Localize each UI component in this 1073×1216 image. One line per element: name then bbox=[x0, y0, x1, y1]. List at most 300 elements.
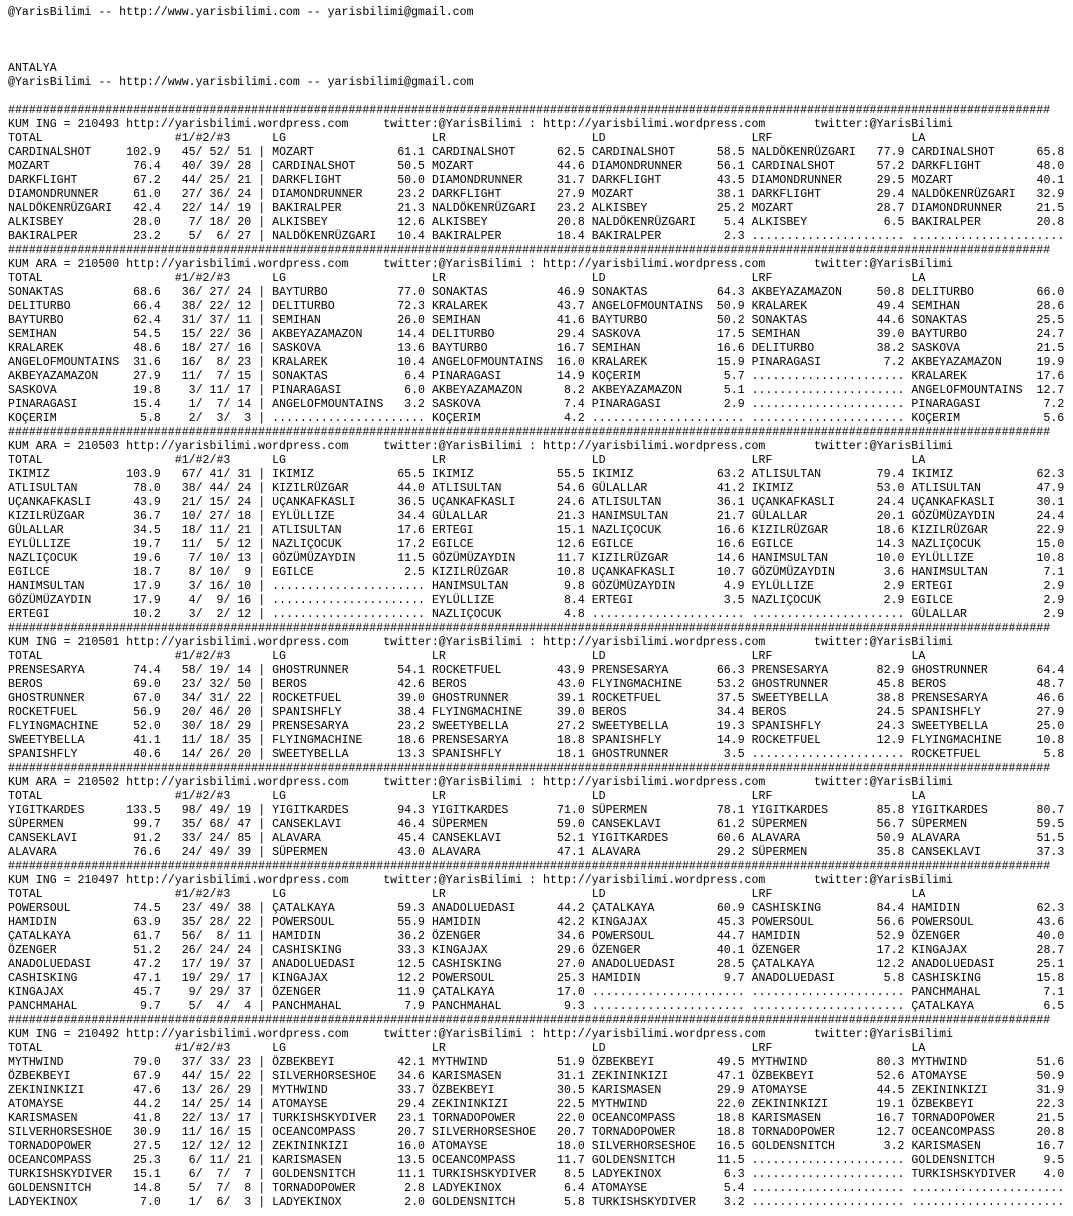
lr-score: 51.9 bbox=[550, 1056, 585, 1069]
lr-score: 18.4 bbox=[550, 230, 585, 243]
place-3: 12 bbox=[230, 608, 252, 621]
table-row: DIAMONDRUNNER 61.0 27/ 36/ 24 | DIAMONDRUNNER 23.2 DARKFLIGHT 27.9 MOZART 38.1 DARKFLIGHT 29.4 NALDÖKENRÜZGARI 32.9 bbox=[8, 188, 1065, 201]
header-la: LA bbox=[911, 272, 926, 285]
lr-name: MOZART bbox=[431, 160, 544, 173]
place-2: 29 bbox=[202, 972, 224, 985]
ld-score: 14.9 bbox=[709, 734, 745, 747]
la-name: KOÇERIM bbox=[911, 412, 1023, 425]
lr-score: 30.5 bbox=[550, 1084, 585, 1097]
lg-score: 14.4 bbox=[390, 328, 425, 341]
place-3: 11 bbox=[230, 314, 252, 327]
blog-link: http://yarisbilimi.wordpress.com bbox=[126, 776, 349, 789]
column-header-line bbox=[8, 132, 1064, 146]
table-row: IKIMIZ 103.9 67/ 41/ 31 | IKIMIZ 65.5 IKIMIZ 55.5 IKIMIZ 63.2 ATLISULTAN 79.4 IKIMIZ 62.3 bbox=[8, 468, 1065, 481]
lg-name: GÖZÜMÜZAYDIN bbox=[272, 552, 384, 565]
horse-name: GHOSTRUNNER bbox=[8, 692, 120, 705]
horse-name: EYLÜLLIZE bbox=[8, 538, 120, 551]
la-name: SÜPERMEN bbox=[911, 818, 1023, 831]
table-row: CANSEKLAVI 91.2 33/ 24/ 85 | ALAVARA 45.4 CANSEKLAVI 52.1 YIGITKARDES 60.6 ALAVARA 50.9 ALAVARA 51.5 bbox=[8, 832, 1065, 845]
horse-name: BEROS bbox=[8, 678, 120, 691]
ld-name: KINGAJAX bbox=[591, 916, 703, 929]
ld-name: HAMIDIN bbox=[591, 972, 703, 985]
la-score: 25.1 bbox=[1029, 958, 1065, 971]
place-1: 6 bbox=[174, 1154, 196, 1167]
table-row: EGILCE 18.7 8/ 10/ 9 | EGILCE 2.5 KIZILRÜZGAR 10.8 UÇANKAFKASLI 10.7 GÖZÜMÜZAYDIN 3.6 HANIMSULTAN 7.1 bbox=[8, 566, 1065, 579]
la-name: ANGELOFMOUNTAINS bbox=[911, 384, 1023, 397]
lr-score: 24.6 bbox=[550, 496, 585, 509]
lg-score: 33.3 bbox=[390, 944, 425, 957]
total-score: 7.0 bbox=[126, 1196, 161, 1209]
place-3: 22 bbox=[230, 692, 252, 705]
lg-name: PRENSESARYA bbox=[272, 720, 384, 733]
total-score: 15.1 bbox=[126, 1168, 161, 1181]
header-lrf: LRF bbox=[751, 1042, 773, 1055]
lg-score: 34.6 bbox=[390, 1070, 425, 1083]
lr-score: 71.0 bbox=[550, 804, 585, 817]
header-lrf: LRF bbox=[751, 650, 773, 663]
lrf-name: GÜLALLAR bbox=[751, 510, 863, 523]
place-2: 6 bbox=[202, 1196, 224, 1209]
lr-score: 55.5 bbox=[550, 468, 585, 481]
ld-score: 5.7 bbox=[709, 370, 745, 383]
ld-score: 38.1 bbox=[709, 188, 745, 201]
lr-name: SILVERHORSESHOE bbox=[431, 1126, 544, 1139]
lg-name: EGILCE bbox=[272, 566, 384, 579]
lg-score: 17.2 bbox=[390, 538, 425, 551]
lr-name: GHOSTRUNNER bbox=[431, 692, 544, 705]
city-title: ANTALYA bbox=[8, 62, 57, 75]
horse-name: ATLISULTAN bbox=[8, 482, 120, 495]
separator: ###################################################################################################################################################### bbox=[8, 622, 1051, 635]
lg-name: PINARAGASI bbox=[272, 384, 384, 397]
place-2: 32 bbox=[202, 678, 224, 691]
total-score: 30.9 bbox=[126, 1126, 161, 1139]
ld-score: 3.2 bbox=[709, 1196, 745, 1209]
total-score: 79.0 bbox=[126, 1056, 161, 1069]
ld-name: HANIMSULTAN bbox=[591, 510, 703, 523]
lg-name: SÜPERMEN bbox=[272, 846, 384, 859]
place-1: 30 bbox=[174, 720, 196, 733]
la-score: 51.5 bbox=[1029, 832, 1065, 845]
lg-score: 23.2 bbox=[390, 720, 425, 733]
ld-score: 4.9 bbox=[709, 580, 745, 593]
total-score: 54.5 bbox=[126, 328, 161, 341]
table-row: BEROS 69.0 23/ 32/ 50 | BEROS 42.6 BEROS 43.0 FLYINGMACHINE 53.2 GHOSTRUNNER 45.8 BEROS 48.7 bbox=[8, 678, 1065, 691]
place-2: 31 bbox=[202, 692, 224, 705]
la-name: POWERSOUL bbox=[911, 916, 1023, 929]
lrf-name: SWEETYBELLA bbox=[751, 692, 863, 705]
lr-score: 9.8 bbox=[550, 580, 585, 593]
lr-score: 44.6 bbox=[550, 160, 585, 173]
place-1: 18 bbox=[174, 342, 196, 355]
place-3: 3 bbox=[230, 412, 252, 425]
place-2: 28 bbox=[202, 916, 224, 929]
lg-name: ÖZENGER bbox=[272, 986, 384, 999]
la-name: PINARAGASI bbox=[911, 398, 1023, 411]
ld-score: 18.8 bbox=[709, 1126, 745, 1139]
race-title-line: KUM ING = 210501 http://yarisbilimi.wordpress.com twitter:@YarisBilimi : http://yarisbilimi.wordpress.com twitter:@YarisBilimi bbox=[8, 636, 953, 649]
horse-name: MOZART bbox=[8, 160, 120, 173]
lrf-score: 12.9 bbox=[869, 734, 905, 747]
place-2: 18 bbox=[202, 734, 224, 747]
column-header-line bbox=[8, 1042, 1064, 1056]
place-2: 19 bbox=[202, 664, 224, 677]
lrf-name: PINARAGASI bbox=[751, 356, 863, 369]
lg-score: 3.2 bbox=[390, 398, 425, 411]
place-2: 10 bbox=[202, 552, 224, 565]
lr-name: ANADOLUEDASI bbox=[431, 902, 544, 915]
horse-name: SWEETYBELLA bbox=[8, 734, 120, 747]
horse-name: FLYINGMACHINE bbox=[8, 720, 120, 733]
table-row: ÖZBEKBEYI 67.9 44/ 15/ 22 | SILVERHORSESHOE 34.6 KARISMASEN 31.1 ZEKININKIZI 47.1 ÖZBEKBEYI 52.6 ATOMAYSE 50.9 bbox=[8, 1070, 1065, 1083]
lrf-score: 56.7 bbox=[869, 818, 905, 831]
la-score: 48.0 bbox=[1029, 160, 1065, 173]
lrf-name: NALDÖKENRÜZGARI bbox=[751, 146, 863, 159]
la-name: CASHISKING bbox=[911, 972, 1023, 985]
separator-line bbox=[8, 860, 1064, 874]
lg-score: 11.1 bbox=[390, 1168, 425, 1181]
lr-name: SONAKTAS bbox=[431, 286, 544, 299]
la-name: GHOSTRUNNER bbox=[911, 664, 1023, 677]
place-1: 34 bbox=[174, 692, 196, 705]
lg-name: FLYINGMACHINE bbox=[272, 734, 384, 747]
la-name: SASKOVA bbox=[911, 342, 1023, 355]
place-3: 21 bbox=[230, 1154, 252, 1167]
place-1: 5 bbox=[174, 1182, 196, 1195]
lr-score: 23.2 bbox=[550, 202, 585, 215]
la-name: ZEKININKIZI bbox=[911, 1084, 1023, 1097]
blog-link: http://yarisbilimi.wordpress.com bbox=[126, 118, 349, 131]
horse-name: NAZLIÇOCUK bbox=[8, 552, 120, 565]
lr-name: CANSEKLAVI bbox=[431, 832, 544, 845]
twitter-handle: twitter:@YarisBilimi bbox=[383, 636, 523, 649]
lrf-empty: ...................... bbox=[751, 748, 905, 761]
ld-name: ÖZENGER bbox=[591, 944, 703, 957]
lg-score: 17.6 bbox=[390, 524, 425, 537]
preamble-line bbox=[8, 62, 1064, 76]
la-score: 2.9 bbox=[1029, 608, 1065, 621]
lr-score: 41.6 bbox=[550, 314, 585, 327]
lrf-name: ÖZENGER bbox=[751, 944, 863, 957]
ld-name: BEROS bbox=[591, 706, 703, 719]
total-score: 103.9 bbox=[126, 468, 161, 481]
place-1: 3 bbox=[174, 580, 196, 593]
ld-score: 47.1 bbox=[709, 1070, 745, 1083]
table-row: ALKISBEY 28.0 7/ 18/ 20 | ALKISBEY 12.6 ALKISBEY 20.8 NALDÖKENRÜZGARI 5.4 ALKISBEY 6.5 BAKIRALPER 20.8 bbox=[8, 216, 1065, 229]
lg-score: 6.0 bbox=[390, 384, 425, 397]
la-name: ANADOLUEDASI bbox=[911, 958, 1023, 971]
place-3: 20 bbox=[230, 748, 252, 761]
horse-name: ÖZENGER bbox=[8, 944, 120, 957]
race-title: KUM ING = 210492 bbox=[8, 1028, 120, 1041]
place-2: 7 bbox=[202, 1182, 224, 1195]
lrf-name: CARDINALSHOT bbox=[751, 160, 863, 173]
lg-empty: ...................... bbox=[272, 608, 425, 621]
la-name: SONAKTAS bbox=[911, 314, 1023, 327]
la-score: 37.3 bbox=[1029, 846, 1065, 859]
table-row: UÇANKAFKASLI 43.9 21/ 15/ 24 | UÇANKAFKASLI 36.5 UÇANKAFKASLI 24.6 ATLISULTAN 36.1 UÇANKAFKASLI 24.4 UÇANKAFKASLI 30.1 bbox=[8, 496, 1065, 509]
lg-empty: ...................... bbox=[272, 580, 425, 593]
lrf-empty: ...................... bbox=[751, 1196, 905, 1209]
total-score: 42.4 bbox=[126, 202, 161, 215]
lr-score: 12.6 bbox=[550, 538, 585, 551]
total-score: 76.6 bbox=[126, 846, 161, 859]
ld-score: 16.6 bbox=[709, 538, 745, 551]
place-1: 38 bbox=[174, 482, 196, 495]
header-ld: LD bbox=[591, 650, 606, 663]
lg-score: 34.4 bbox=[390, 510, 425, 523]
place-1: 23 bbox=[174, 678, 196, 691]
total-score: 34.5 bbox=[126, 524, 161, 537]
lr-score: 42.2 bbox=[550, 916, 585, 929]
lrf-name: GÖZÜMÜZAYDIN bbox=[751, 566, 863, 579]
lrf-name: CASHISKING bbox=[751, 902, 863, 915]
ld-score: 18.8 bbox=[709, 1112, 745, 1125]
lg-score: 12.2 bbox=[390, 972, 425, 985]
place-3: 36 bbox=[230, 328, 252, 341]
header-lg: LG bbox=[272, 790, 286, 803]
ld-name: POWERSOUL bbox=[591, 930, 703, 943]
lr-score: 47.1 bbox=[550, 846, 585, 859]
table-row: KARISMASEN 41.8 22/ 13/ 17 | TURKISHSKYDIVER 23.1 TORNADOPOWER 22.0 OCEANCOMPASS 18.8 KARISMASEN 16.7 TORNADOPOWER 21.5 bbox=[8, 1112, 1065, 1125]
table-row: SASKOVA 19.8 3/ 11/ 17 | PINARAGASI 6.0 AKBEYAZAMAZON 8.2 AKBEYAZAMAZON 5.1 ...................... ANGELOFMOUNTAINS 12.7 bbox=[8, 384, 1065, 397]
place-3: 17 bbox=[230, 1112, 252, 1125]
horse-name: GÜLALLAR bbox=[8, 524, 120, 537]
la-score: 20.8 bbox=[1029, 1126, 1065, 1139]
lrf-name: BEROS bbox=[751, 706, 863, 719]
place-3: 20 bbox=[230, 216, 252, 229]
lrf-score: 14.3 bbox=[869, 538, 905, 551]
place-1: 1 bbox=[174, 398, 196, 411]
place-2: 22 bbox=[202, 300, 224, 313]
lg-score: 36.5 bbox=[390, 496, 425, 509]
ld-empty: ...................... bbox=[591, 986, 745, 999]
place-1: 22 bbox=[174, 202, 196, 215]
lg-name: DIAMONDRUNNER bbox=[272, 188, 384, 201]
ld-score: 66.3 bbox=[709, 664, 745, 677]
lr-name: PINARAGASI bbox=[431, 370, 544, 383]
lrf-score: 77.9 bbox=[869, 146, 905, 159]
ld-score: 60.9 bbox=[709, 902, 745, 915]
horse-name: SPANISHFLY bbox=[8, 748, 120, 761]
horse-name: PRENSESARYA bbox=[8, 664, 120, 677]
lrf-name: UÇANKAFKASLI bbox=[751, 496, 863, 509]
total-score: 133.5 bbox=[126, 804, 161, 817]
ld-score: 64.3 bbox=[709, 286, 745, 299]
table-row: POWERSOUL 74.5 23/ 49/ 38 | ÇATALKAYA 59.3 ANADOLUEDASI 44.2 ÇATALKAYA 60.9 CASHISKING 84.4 HAMIDIN 62.3 bbox=[8, 902, 1065, 915]
place-2: 7 bbox=[202, 398, 224, 411]
lr-score: 4.2 bbox=[550, 412, 585, 425]
la-name: PANCHMAHAL bbox=[911, 986, 1023, 999]
race-title-line: KUM ARA = 210502 http://yarisbilimi.wordpress.com twitter:@YarisBilimi : http://yarisbilimi.wordpress.com twitter:@YarisBilimi bbox=[8, 776, 953, 789]
horse-name: DELITURBO bbox=[8, 300, 120, 313]
lrf-empty: ...................... bbox=[751, 384, 905, 397]
lrf-name: KRALAREK bbox=[751, 300, 863, 313]
place-1: 14 bbox=[174, 748, 196, 761]
place-3: 28 bbox=[230, 160, 252, 173]
lrf-score: 3.2 bbox=[869, 1140, 905, 1153]
lr-score: 16.7 bbox=[550, 342, 585, 355]
total-score: 102.9 bbox=[126, 146, 161, 159]
place-2: 18 bbox=[202, 216, 224, 229]
lr-name: ÇATALKAYA bbox=[431, 986, 544, 999]
lg-empty: ...................... bbox=[272, 412, 425, 425]
place-1: 5 bbox=[174, 230, 196, 243]
horse-name: BAKIRALPER bbox=[8, 230, 120, 243]
horse-name: ROCKETFUEL bbox=[8, 706, 120, 719]
ld-name: YIGITKARDES bbox=[591, 832, 703, 845]
place-2: 19 bbox=[202, 958, 224, 971]
lg-name: ATLISULTAN bbox=[272, 524, 384, 537]
place-2: 27 bbox=[202, 342, 224, 355]
lr-name: LADYEKINOX bbox=[431, 1182, 544, 1195]
place-2: 16 bbox=[202, 1126, 224, 1139]
lr-name: SÜPERMEN bbox=[431, 818, 544, 831]
ld-name: ATLISULTAN bbox=[591, 496, 703, 509]
header-lr: LR bbox=[431, 790, 446, 803]
lrf-name: AKBEYAZAMAZON bbox=[751, 286, 863, 299]
lg-name: EYLÜLLIZE bbox=[272, 510, 384, 523]
lg-score: 11.9 bbox=[390, 986, 425, 999]
place-3: 47 bbox=[230, 818, 252, 831]
ld-score: 50.9 bbox=[709, 300, 745, 313]
la-name: GÜLALLAR bbox=[911, 608, 1023, 621]
lg-score: 12.6 bbox=[390, 216, 425, 229]
lg-empty: ...................... bbox=[272, 594, 425, 607]
place-1: 16 bbox=[174, 356, 196, 369]
total-score: 47.2 bbox=[126, 958, 161, 971]
header-lr: LR bbox=[431, 454, 446, 467]
lr-score: 27.0 bbox=[550, 958, 585, 971]
la-score: 28.6 bbox=[1029, 300, 1065, 313]
horse-name: ANADOLUEDASI bbox=[8, 958, 120, 971]
place-2: 3 bbox=[202, 412, 224, 425]
lrf-name: GOLDENSNITCH bbox=[751, 1140, 863, 1153]
lrf-score: 53.0 bbox=[869, 482, 905, 495]
lg-name: KINGAJAX bbox=[272, 972, 384, 985]
place-2: 44 bbox=[202, 482, 224, 495]
lg-score: 2.0 bbox=[390, 1196, 425, 1209]
la-name: TORNADOPOWER bbox=[911, 1112, 1023, 1125]
la-score: 7.2 bbox=[1029, 398, 1065, 411]
lr-name: KIZILRÜZGAR bbox=[431, 566, 544, 579]
place-2: 25 bbox=[202, 1098, 224, 1111]
separator: ###################################################################################################################################################### bbox=[8, 426, 1051, 439]
lrf-score: 12.7 bbox=[869, 1126, 905, 1139]
lr-name: MYTHWIND bbox=[431, 1056, 544, 1069]
total-score: 61.7 bbox=[126, 930, 161, 943]
ld-score: 25.2 bbox=[709, 202, 745, 215]
lr-name: CASHISKING bbox=[431, 958, 544, 971]
lr-name: BEROS bbox=[431, 678, 544, 691]
la-name: NAZLIÇOCUK bbox=[911, 538, 1023, 551]
ld-name: PRENSESARYA bbox=[591, 664, 703, 677]
place-1: 33 bbox=[174, 832, 196, 845]
total-score: 19.6 bbox=[126, 552, 161, 565]
place-3: 29 bbox=[230, 720, 252, 733]
lrf-name: PRENSESARYA bbox=[751, 664, 863, 677]
column-header-line bbox=[8, 272, 1064, 286]
lg-score: 7.9 bbox=[390, 1000, 425, 1013]
blog-link: http://yarisbilimi.wordpress.com bbox=[543, 776, 766, 789]
lrf-score: 16.7 bbox=[869, 1112, 905, 1125]
lrf-empty: ...................... bbox=[751, 986, 905, 999]
lg-name: ZEKININKIZI bbox=[272, 1140, 384, 1153]
lr-name: BAYTURBO bbox=[431, 342, 544, 355]
ld-name: TORNADOPOWER bbox=[591, 1126, 703, 1139]
lr-name: IKIMIZ bbox=[431, 468, 544, 481]
la-score: 50.9 bbox=[1029, 1070, 1065, 1083]
horse-name: PINARAGASI bbox=[8, 398, 120, 411]
lrf-name: ATOMAYSE bbox=[751, 1084, 863, 1097]
ld-score: 14.6 bbox=[709, 552, 745, 565]
ld-score: 63.2 bbox=[709, 468, 745, 481]
total-score: 25.3 bbox=[126, 1154, 161, 1167]
lr-name: NALDÖKENRÜZGARI bbox=[431, 202, 544, 215]
place-1: 20 bbox=[174, 706, 196, 719]
lr-name: FLYINGMACHINE bbox=[431, 706, 544, 719]
table-row: ÖZENGER 51.2 26/ 24/ 24 | CASHISKING 33.3 KINGAJAX 29.6 ÖZENGER 40.1 ÖZENGER 17.2 KINGAJAX 28.7 bbox=[8, 944, 1065, 957]
table-row: ANGELOFMOUNTAINS 31.6 16/ 8/ 23 | KRALAREK 10.4 ANGELOFMOUNTAINS 16.0 KRALAREK 15.9 PINARAGASI 7.2 AKBEYAZAMAZON 19.9 bbox=[8, 356, 1065, 369]
total-score: 56.9 bbox=[126, 706, 161, 719]
header-la: LA bbox=[911, 790, 926, 803]
table-row: SPANISHFLY 40.6 14/ 26/ 20 | SWEETYBELLA 13.3 SPANISHFLY 18.1 GHOSTRUNNER 3.5 ...................... ROCKETFUEL 5.8 bbox=[8, 748, 1065, 761]
la-score: 32.9 bbox=[1029, 188, 1065, 201]
lg-score: 10.4 bbox=[390, 356, 425, 369]
lr-name: GÜLALLAR bbox=[431, 510, 544, 523]
ld-name: CANSEKLAVI bbox=[591, 818, 703, 831]
lrf-score: 82.9 bbox=[869, 664, 905, 677]
lg-score: 29.4 bbox=[390, 1098, 425, 1111]
ld-name: KRALAREK bbox=[591, 356, 703, 369]
table-row: HAMIDIN 63.9 35/ 28/ 22 | POWERSOUL 55.9 HAMIDIN 42.2 KINGAJAX 45.3 POWERSOUL 56.6 POWERSOUL 43.6 bbox=[8, 916, 1065, 929]
la-score: 27.9 bbox=[1029, 706, 1065, 719]
table-row: EYLÜLLIZE 19.7 11/ 5/ 12 | NAZLIÇOCUK 17.2 EGILCE 12.6 EGILCE 16.6 EGILCE 14.3 NAZLIÇOCUK 15.0 bbox=[8, 538, 1065, 551]
place-2: 15 bbox=[202, 1070, 224, 1083]
horse-name: PANCHMAHAL bbox=[8, 1000, 120, 1013]
ld-score: 29.2 bbox=[709, 846, 745, 859]
place-1: 9 bbox=[174, 986, 196, 999]
header-la: LA bbox=[911, 650, 926, 663]
lrf-name: DIAMONDRUNNER bbox=[751, 174, 863, 187]
lr-score: 43.7 bbox=[550, 300, 585, 313]
place-1: 67 bbox=[174, 468, 196, 481]
total-score: 19.7 bbox=[126, 538, 161, 551]
header-la: LA bbox=[911, 1042, 926, 1055]
la-name: DELITURBO bbox=[911, 286, 1023, 299]
place-2: 10 bbox=[202, 566, 224, 579]
place-2: 24 bbox=[202, 832, 224, 845]
place-2: 13 bbox=[202, 1112, 224, 1125]
lg-name: ANGELOFMOUNTAINS bbox=[272, 398, 384, 411]
la-score: 21.5 bbox=[1029, 202, 1065, 215]
horse-name: KIZILRÜZGAR bbox=[8, 510, 120, 523]
lg-name: GHOSTRUNNER bbox=[272, 664, 384, 677]
lrf-score: 50.8 bbox=[869, 286, 905, 299]
ld-name: ÖZBEKBEYI bbox=[591, 1056, 703, 1069]
place-1: 44 bbox=[174, 1070, 196, 1083]
lrf-name: HANIMSULTAN bbox=[751, 552, 863, 565]
place-3: 7 bbox=[230, 1168, 252, 1181]
place-2: 39 bbox=[202, 160, 224, 173]
lrf-name: ÖZBEKBEYI bbox=[751, 1070, 863, 1083]
table-row: KOÇERIM 5.8 2/ 3/ 3 | ...................... KOÇERIM 4.2 ...................... ...................... KOÇERIM 5.6 bbox=[8, 412, 1065, 425]
la-name: BAYTURBO bbox=[911, 328, 1023, 341]
header-lr: LR bbox=[431, 272, 446, 285]
horse-name: TURKISHSKYDIVER bbox=[8, 1168, 120, 1181]
total-score: 66.4 bbox=[126, 300, 161, 313]
lr-name: KRALAREK bbox=[431, 300, 544, 313]
